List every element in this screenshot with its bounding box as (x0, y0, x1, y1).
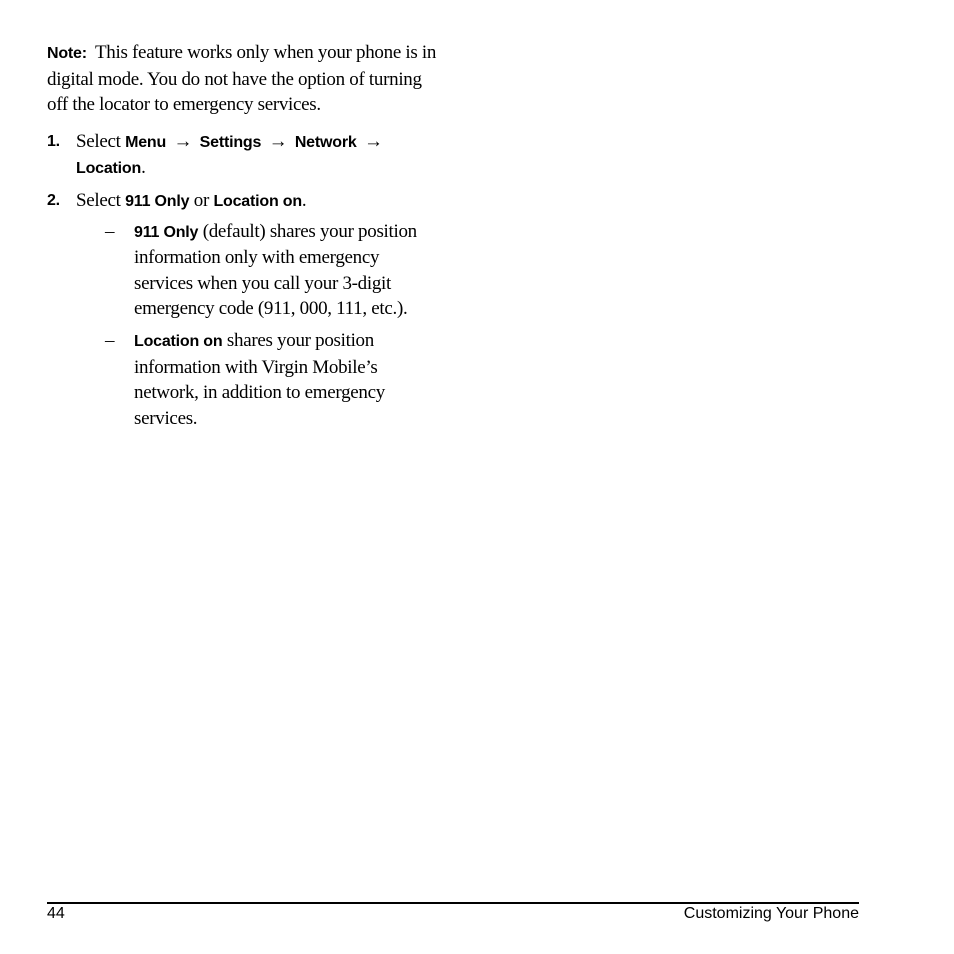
step-2-suffix: . (301, 189, 307, 211)
note-paragraph (47, 40, 437, 118)
sub-item-text: (default) shares your position information only with emergency services when you call your 3-digit emergency code (911, 000, 111, etc.). (134, 220, 417, 320)
menu-path-settings: Settings (199, 133, 262, 151)
page-footer (47, 902, 859, 922)
note-text: This feature works only when your phone is in digital mode. You do not have the option of turning off the locator to emergency services. (47, 42, 437, 116)
step-1-prefix: Select (76, 130, 121, 152)
dash-bullet: – (105, 220, 115, 242)
arrow-icon: → (173, 130, 193, 152)
step-2-connector: or (193, 189, 209, 211)
step-2-prefix: Select (76, 189, 121, 211)
note-label: Note: (47, 45, 87, 62)
page-number: 44 (47, 905, 65, 922)
sub-item-location-on (76, 328, 437, 431)
sub-item-term: 911 Only (134, 223, 199, 241)
option-911-only: 911 Only (125, 192, 190, 210)
step-2 (47, 188, 437, 431)
option-location-on: Location on (213, 192, 302, 210)
arrow-icon: → (268, 130, 288, 152)
section-title: Customizing Your Phone (683, 905, 859, 922)
menu-path-network: Network (294, 133, 357, 151)
sub-item-911-only (76, 219, 437, 322)
arrow-icon: → (364, 130, 383, 152)
dash-bullet: – (105, 329, 115, 351)
sub-item-text: shares your position information with Virgin Mobile’s network, in addition to emergency services. (134, 329, 385, 429)
sub-item-term: Location on (134, 332, 223, 350)
page-content (47, 40, 437, 437)
step-1-number: 1. (47, 132, 60, 150)
step-1 (47, 129, 437, 182)
step-1-suffix: . (141, 157, 146, 179)
menu-path-menu: Menu (125, 133, 167, 151)
step-2-number: 2. (47, 191, 60, 209)
menu-path-location: Location (76, 160, 142, 178)
